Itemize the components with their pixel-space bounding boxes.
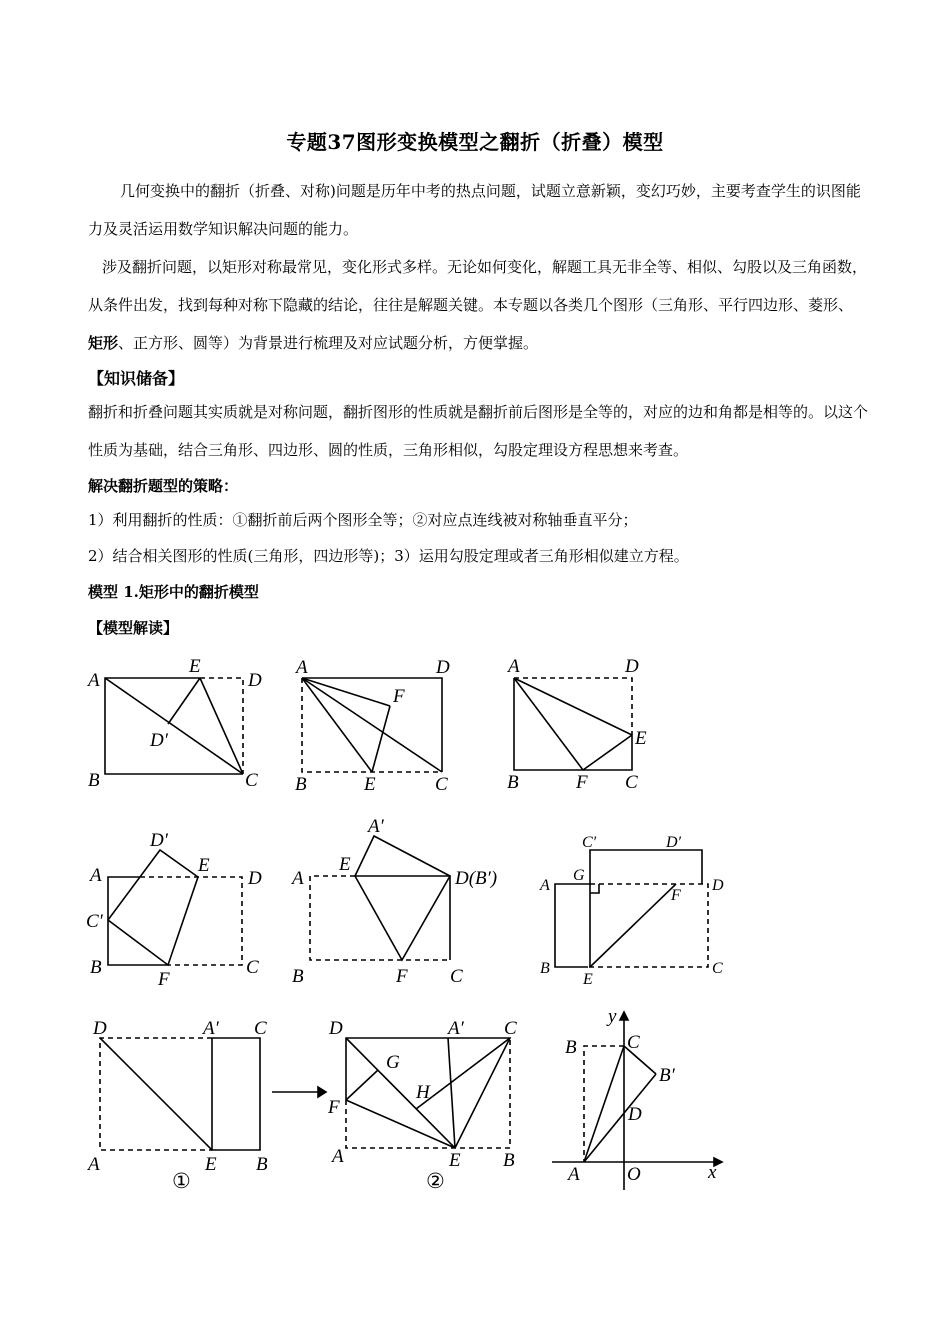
fig6-label-b: B xyxy=(540,960,550,977)
fig6-label-c: C xyxy=(712,960,723,977)
fig4-rect-solid xyxy=(108,877,168,965)
fig9-line-ac xyxy=(584,1046,624,1162)
fig9-label-a: A xyxy=(568,1164,580,1185)
fig8-line-fe xyxy=(346,1100,455,1148)
fig6-left-rect xyxy=(555,884,590,967)
fig3-label-b: B xyxy=(507,772,519,793)
fig9-label-d: D xyxy=(628,1104,642,1125)
figure-4 xyxy=(86,830,262,990)
fig1-label-d-prime: D′ xyxy=(150,730,168,751)
figure-3 xyxy=(506,656,647,793)
intro-paragraph-2-text-a: 涉及翻折问题，以矩形对称最常见，变化形式多样。无论如何变化，解题工具无非全等、相似、勾股以及三角函数，从条件出发，找到每种对称下隐藏的结论，往往是解题关键。本专题以各类几个图形（三角形、平行四边形、菱形、 xyxy=(88,258,868,314)
fig3-line-ae xyxy=(514,678,632,735)
figure-2 xyxy=(294,657,450,795)
fig7-label-c: C xyxy=(254,1018,267,1039)
fig5-rect-dashed xyxy=(310,876,450,960)
figure-5 xyxy=(290,816,497,987)
fig8-label-a-prime: A′ xyxy=(448,1018,464,1039)
fig1-label-a: A xyxy=(88,670,100,691)
intro-paragraph-2-text-c: 、正方形、圆等）为背景进行梳理及对应试题分析，方便掌握。 xyxy=(118,334,539,352)
fig1-label-e: E xyxy=(189,656,201,677)
fig5-label-a-prime: A′ xyxy=(368,816,384,837)
fig6-label-g: G xyxy=(573,867,585,884)
fig2-label-f: F xyxy=(393,686,405,707)
strategy-heading: 解决翻折题型的策略： xyxy=(88,477,239,495)
fig2-label-c: C xyxy=(435,774,448,795)
fig6-right-angle-mark xyxy=(590,884,599,893)
fig2-line-ae xyxy=(302,678,372,772)
fig6-label-e: E xyxy=(583,971,593,988)
fig5-folded-shape xyxy=(355,836,450,960)
fig6-label-d: D xyxy=(712,877,724,894)
fig9-label-c: C xyxy=(627,1032,640,1053)
fig4-label-b: B xyxy=(90,957,102,978)
fig1-label-d: D xyxy=(248,670,262,691)
fig5-label-e: E xyxy=(339,854,351,875)
fig3-line-fe xyxy=(583,735,632,770)
fig9-line-ab-prime xyxy=(584,1074,656,1162)
fig1-line-ed xyxy=(168,678,200,724)
fig9-label-b-prime: B′ xyxy=(659,1065,675,1086)
fig6-label-f: F xyxy=(671,887,681,904)
knowledge-text: 翻折和折叠问题其实质就是对称问题，翻折图形的性质就是翻折前后图形是全等的，对应的边和角都是相等的。以这个性质为基础，结合三角形、四边形、圆的性质，三角形相似，勾股定理设方程思想来考查。 xyxy=(88,403,869,459)
fig8-label-c: C xyxy=(504,1018,517,1039)
fig4-label-e: E xyxy=(198,855,210,876)
fig7-label-d: D xyxy=(93,1018,107,1039)
figure-6 xyxy=(539,834,724,988)
strategy-item-1: 1）利用翻折的性质：①翻折前后两个图形全等；②对应点连线被对称轴垂直平分； xyxy=(88,511,638,529)
fig7-label-e: E xyxy=(205,1154,217,1175)
fig8-line-a-prime-e xyxy=(448,1038,455,1148)
figure-7 xyxy=(86,1018,268,1193)
fig3-line-af xyxy=(514,678,583,770)
model1-subheading: 【模型解读】 xyxy=(88,619,179,637)
fig5-label-b: B xyxy=(292,966,304,987)
right-arrow-icon xyxy=(272,1087,326,1097)
knowledge-heading: 【知识储备】 xyxy=(88,369,185,388)
fig5-label-a: A xyxy=(292,868,304,889)
fig2-line-fe xyxy=(372,706,390,772)
strategy-item-2: 2）结合相关图形的性质(三角形，四边形等)；3）运用勾股定理或者三角形相似建立方程。 xyxy=(88,547,689,565)
figure-9 xyxy=(552,1006,722,1190)
fig6-rect-dashed xyxy=(588,884,708,967)
fig2-label-b: B xyxy=(295,774,307,795)
fig4-label-f: F xyxy=(158,969,170,990)
fig6-line-ef xyxy=(590,884,676,967)
fig8-label-a: A xyxy=(332,1146,344,1167)
fig5-label-c: C xyxy=(450,966,463,987)
figure-1 xyxy=(86,656,262,791)
fig8-label-d: D xyxy=(329,1018,343,1039)
fig3-label-d: D xyxy=(625,656,639,677)
fig3-label-a: A xyxy=(508,656,520,677)
fig8-label-g: G xyxy=(386,1052,400,1073)
model1-heading: 模型 1.矩形中的翻折模型 xyxy=(88,583,259,601)
fig9-label-y: y xyxy=(608,1006,617,1027)
fig7-right-strip xyxy=(212,1038,260,1150)
fig6-label-c-prime: C′ xyxy=(582,834,597,851)
fig4-label-c: C xyxy=(246,957,259,978)
fig9-label-x: x xyxy=(708,1162,717,1183)
fig9-y-arrow-icon xyxy=(620,1012,628,1020)
fig2-label-e: E xyxy=(364,774,376,795)
fig9-label-b: B xyxy=(565,1037,577,1058)
intro-paragraph-1: 几何变换中的翻折（折叠、对称)问题是历年中考的热点问题，试题立意新颖，变幻巧妙，主要考查学生的识图能力及灵活运用数学知识解决问题的能力。 xyxy=(88,182,861,238)
fig5-label-d-b-prime: D(B′) xyxy=(455,868,498,889)
fig2-line-ac xyxy=(302,678,442,772)
fig2-line-af xyxy=(302,678,390,706)
fig2-label-a: A xyxy=(296,657,308,678)
fig7-label-a: A xyxy=(88,1154,100,1175)
fig4-rect-dashed xyxy=(140,877,242,965)
fig4-label-a: A xyxy=(90,865,102,886)
fig3-label-e: E xyxy=(635,728,647,749)
fig8-number: ② xyxy=(426,1169,445,1193)
fig7-label-b: B xyxy=(256,1154,268,1175)
fig8-line-de xyxy=(346,1038,455,1148)
fig4-label-d: D xyxy=(248,868,262,889)
fig3-label-f: F xyxy=(576,772,588,793)
fig9-label-o: O xyxy=(627,1164,641,1185)
figure-8 xyxy=(327,1018,517,1193)
fig6-folded-rect xyxy=(590,850,702,967)
fig8-line-ch xyxy=(416,1038,510,1109)
fig7-label-a-prime: A′ xyxy=(203,1018,219,1039)
fig1-label-b: B xyxy=(88,770,100,791)
fig8-line-fg xyxy=(346,1070,378,1100)
fig4-label-d-prime: D′ xyxy=(150,830,168,851)
fig1-label-c: C xyxy=(245,770,258,791)
fig6-label-d-prime: D′ xyxy=(666,834,682,851)
fig8-label-b: B xyxy=(503,1150,515,1171)
fig6-label-a: A xyxy=(540,877,550,894)
fig7-number: ① xyxy=(172,1169,191,1193)
fig3-label-c: C xyxy=(625,772,638,793)
fig7-line-de xyxy=(100,1038,212,1150)
fig4-folded-quad xyxy=(108,850,198,965)
fig2-label-d: D xyxy=(436,657,450,678)
fig8-label-f: F xyxy=(328,1097,340,1118)
page-title: 专题37图形变换模型之翻折（折叠）模型 xyxy=(286,130,664,154)
fig8-label-e: E xyxy=(449,1150,461,1171)
intro-paragraph-2-emphasis: 矩形 xyxy=(88,334,119,352)
fig8-label-h: H xyxy=(416,1082,430,1103)
fig4-label-c-prime: C′ xyxy=(86,911,103,932)
fig5-label-f: F xyxy=(396,966,408,987)
